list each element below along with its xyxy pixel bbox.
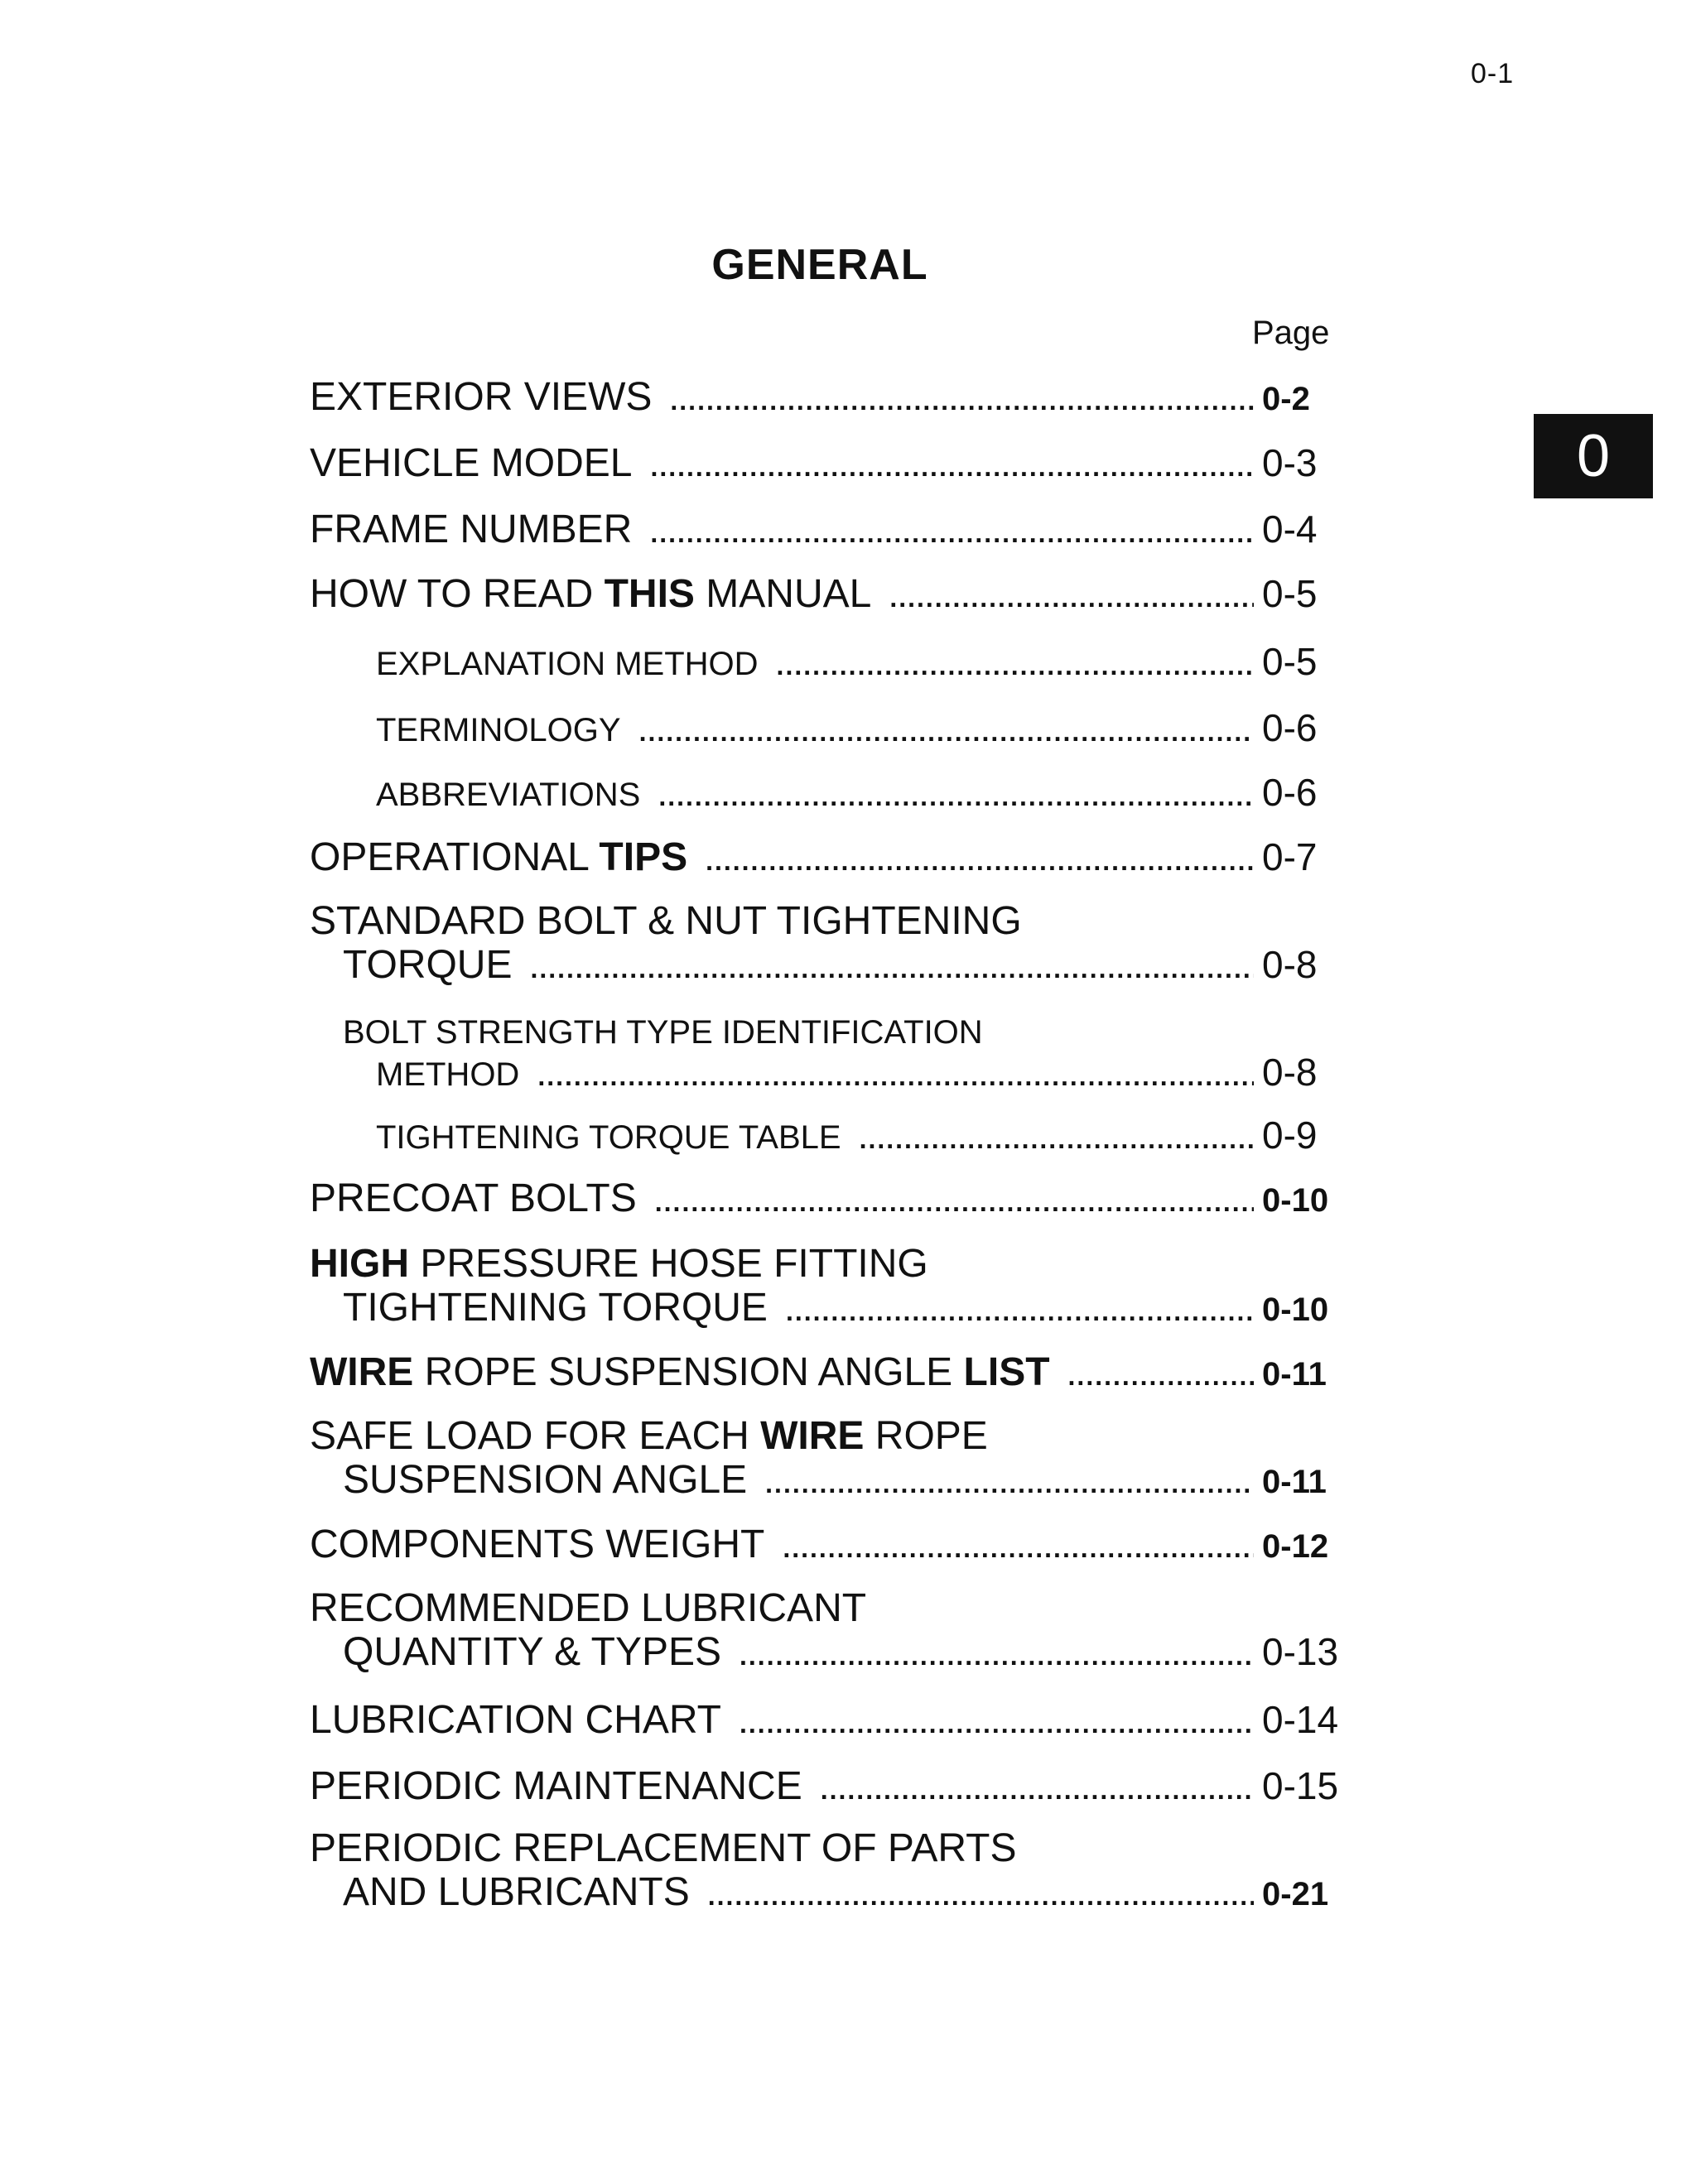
toc-entry-title: VEHICLE MODEL [310, 441, 633, 485]
toc-entry-title-line2: QUANTITY & TYPES [343, 1630, 722, 1674]
leader-dots [670, 386, 1254, 416]
leader-dots [860, 1124, 1254, 1155]
toc-entry-title: EXTERIOR VIEWS [310, 375, 653, 419]
toc-entry-title-line1: PERIODIC REPLACEMENT OF PARTS [310, 1826, 1017, 1870]
toc-entry-page: 0-8 [1262, 1051, 1318, 1094]
toc-entry-components-weight[interactable] [310, 1522, 1345, 1567]
toc-entry-page: 0-5 [1262, 640, 1318, 683]
toc-entry-page: 0-12 [1262, 1528, 1329, 1565]
toc-entry-title-line2: SUSPENSION ANGLE [343, 1458, 748, 1502]
section-tab-label: 0 [1576, 423, 1611, 489]
toc-entry-bolt-strength[interactable] [310, 1015, 1345, 1094]
toc-entry-page: 0-6 [1262, 706, 1318, 749]
toc-entry-periodic-replacement[interactable] [310, 1828, 1345, 1915]
page-column-label: Page [1252, 315, 1330, 351]
toc-entry-explanation-method[interactable] [310, 639, 1345, 684]
leader-dots [658, 782, 1254, 812]
leader-dots [708, 1881, 1254, 1912]
toc-entry-abbreviations[interactable] [310, 770, 1345, 815]
leader-dots [650, 518, 1254, 549]
toc-entry-vehicle-model[interactable] [310, 440, 1345, 486]
toc-entry-how-to-read[interactable] [310, 571, 1345, 617]
toc-entry-precoat-bolts[interactable] [310, 1176, 1345, 1221]
toc-entry-page: 0-5 [1262, 572, 1318, 615]
toc-entry-page: 0-15 [1262, 1764, 1339, 1807]
toc-entry-title: HOW TO READ THIS MANUAL [310, 572, 872, 616]
toc-entry-title-line2: TIGHTENING TORQUE [343, 1286, 768, 1330]
toc-entry-title-line1: HIGH PRESSURE HOSE FITTING [310, 1242, 928, 1286]
toc-entry-title-line1: RECOMMENDED LUBRICANT [310, 1586, 867, 1630]
toc-entry-page: 0-10 [1262, 1182, 1329, 1219]
toc-entry-page: 0-7 [1262, 835, 1318, 878]
toc-entry-title: TIGHTENING TORQUE TABLE [376, 1119, 841, 1156]
toc-entry-title: TERMINOLOGY [376, 712, 621, 748]
toc-entry-title-line2: METHOD [376, 1056, 520, 1093]
leader-dots [655, 1187, 1254, 1218]
toc-entry-title-line1: SAFE LOAD FOR EACH WIRE ROPE [310, 1414, 988, 1458]
toc-entry-title-line2: TORQUE [343, 943, 513, 987]
toc-entry-frame-number[interactable] [310, 507, 1345, 552]
leader-dots [783, 1533, 1254, 1564]
toc-entry-page: 0-21 [1262, 1876, 1329, 1912]
toc-entry-page: 0-11 [1262, 1356, 1327, 1393]
toc-entry-title: COMPONENTS WEIGHT [310, 1523, 765, 1566]
toc-entry-title: FRAME NUMBER [310, 508, 633, 551]
toc-entry-page: 0-9 [1262, 1114, 1318, 1157]
leader-dots [706, 846, 1254, 877]
toc-entry-page: 0-14 [1262, 1698, 1339, 1741]
toc-entry-title: OPERATIONAL TIPS [310, 835, 688, 879]
toc-entry-operational-tips[interactable] [310, 835, 1345, 880]
toc-entry-title-line1: STANDARD BOLT & NUT TIGHTENING [310, 899, 1022, 943]
toc-entry-title-line1: BOLT STRENGTH TYPE IDENTIFICATION [343, 1014, 983, 1051]
toc-entry-tightening-torque-table[interactable] [310, 1113, 1345, 1157]
leader-dots [821, 1775, 1254, 1806]
toc-entry-periodic-maintenance[interactable] [310, 1763, 1345, 1809]
toc-entry-page: 0-13 [1262, 1630, 1339, 1673]
toc-entry-page: 0-8 [1262, 943, 1318, 986]
toc-entry-title: WIRE ROPE SUSPENSION ANGLE LIST [310, 1350, 1050, 1394]
leader-dots [530, 954, 1254, 984]
leader-dots [786, 1296, 1254, 1327]
toc-entry-title: ABBREVIATIONS [376, 777, 641, 813]
toc-entry-safe-load[interactable] [310, 1416, 1345, 1503]
toc-entry-terminology[interactable] [310, 705, 1345, 750]
toc-entry-standard-bolt[interactable] [310, 901, 1345, 988]
toc-entry-high-pressure-hose[interactable] [310, 1244, 1345, 1330]
toc-entry-title: PRECOAT BOLTS [310, 1176, 637, 1220]
page-title: GENERAL [711, 241, 928, 289]
toc-entry-title: LUBRICATION CHART [310, 1698, 721, 1742]
leader-dots [777, 651, 1254, 681]
toc-entry-wire-rope-angle-list[interactable] [310, 1349, 1345, 1395]
toc-entry-title: EXPLANATION METHOD [376, 646, 759, 682]
toc-entry-page: 0-2 [1262, 381, 1310, 417]
toc-entry-page: 0-4 [1262, 508, 1318, 551]
toc-entry-recommended-lubricant[interactable] [310, 1588, 1345, 1675]
toc-entry-title-line2: AND LUBRICANTS [343, 1870, 690, 1914]
toc-entry-title: PERIODIC MAINTENANCE [310, 1764, 802, 1808]
toc-entry-page: 0-6 [1262, 771, 1318, 814]
leader-dots [650, 452, 1254, 483]
leader-dots [537, 1061, 1254, 1092]
leader-dots [1068, 1361, 1254, 1392]
leader-dots [740, 1709, 1254, 1739]
leader-dots [889, 583, 1254, 613]
toc-entry-page: 0-11 [1262, 1464, 1327, 1500]
leader-dots [740, 1641, 1254, 1672]
leader-dots [765, 1469, 1254, 1499]
toc-entry-lubrication-chart[interactable] [310, 1697, 1345, 1743]
leader-dots [639, 717, 1254, 748]
toc-entry-page: 0-10 [1262, 1292, 1329, 1328]
page-number: 0-1 [1471, 58, 1515, 89]
toc-entry-page: 0-3 [1262, 441, 1318, 484]
toc-entry-exterior-views[interactable] [310, 374, 1345, 420]
